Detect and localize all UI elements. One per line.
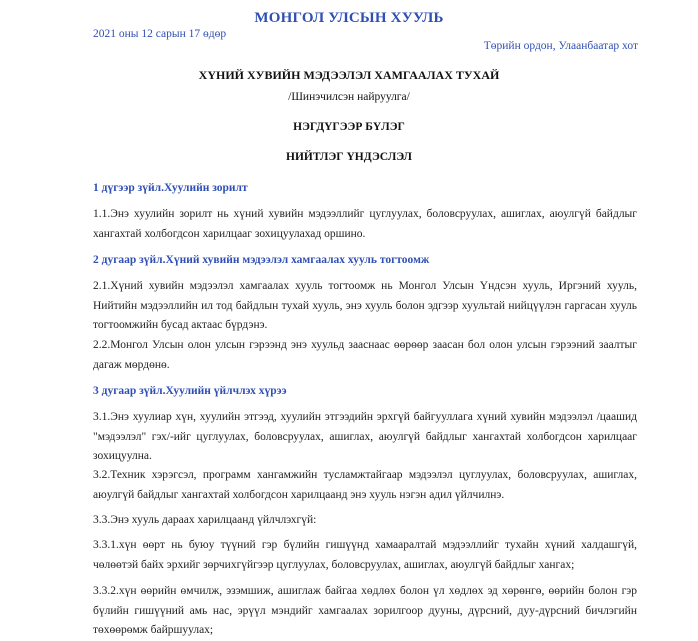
article-heading: 1 дүгээр зүйл.Хуулийн зорилт	[93, 182, 248, 194]
enactment-date: 2021 оны 12 сарын 17 өдөр	[93, 28, 227, 40]
law-title: МОНГОЛ УЛСЫН ХУУЛЬ	[254, 10, 444, 26]
document-subtitle: /Шинэчилсэн найруулга/	[288, 91, 410, 103]
chapter-title: НИЙТЛЭГ ҮНДЭСЛЭЛ	[286, 151, 412, 163]
article-paragraph: 3.2.Техник хэрэгсэл, программ хангамжийн тусламжтайгаар мэдээлэл цуглуулах, боловсруулах, ашиглах, аюулгүй байдлыг хангахтай холбогдсон харилцаанд энэ хууль нэгэн адил үйлчилнэ.	[93, 469, 637, 501]
article-paragraph: 1.1.Энэ хуулийн зорилт нь хүний хувийн мэдээллийг цуглуулах, боловсруулах, ашиглах, аюулгүй байдлыг хангахтай холбогдсон харилцааг зохицуулахад оршино.	[93, 208, 637, 240]
article-paragraph: 3.3.1.хүн өөрт нь буюу түүний гэр бүлийн гишүүнд хамааралтай мэдээллийг тухайн хүний халдашгүй, чөлөөтэй байх эрхийг зөрчихгүйгээр цуглуулах, боловсруулах, ашиглах, аюулгүй байдлыг хангах;	[93, 539, 637, 571]
article-paragraph: 3.3.Энэ хууль дараах харилцаанд үйлчлэхгүй:	[93, 514, 317, 526]
chapter-number: НЭГДҮГЭЭР БҮЛЭГ	[293, 121, 405, 133]
article-paragraph: 3.3.2.хүн өөрийн өмчилж, эзэмшиж, ашиглаж байгаа хөдлөх болон үл хөдлөх эд хөрөнгө, өөрийн болон гэр бүлийн гишүүний амь нас, эрүүл мэндийг хамгаалах зорилгоор дууны, дүрсний, дуу-дүрсний бичлэгийн төхөөрөмж байршуулах;	[93, 585, 637, 636]
article-heading: 3 дугаар зүйл.Хуулийн үйлчлэх хүрээ	[93, 385, 287, 397]
article-paragraph: 2.1.Хүний хувийн мэдээлэл хамгаалах хууль тогтоомж нь Монгол Улсын Үндсэн хууль, Иргэний хууль, Нийтийн мэдээллийн ил тод байдлын тухай хууль, энэ хууль болон эдгээр хуультай нийцүүлэн гаргасан хууль тогтоомжийн бусад актаас бүрдэнэ.	[93, 280, 637, 331]
article-paragraph: 2.2.Монгол Улсын олон улсын гэрээнд энэ хуульд зааснаас өөрөөр заасан бол олон улсын гэрээний заалтыг дагаж мөрдөнө.	[93, 339, 637, 371]
enactment-place: Төрийн ордон, Улаанбаатар хот	[483, 40, 638, 52]
document-title: ХҮНИЙ ХУВИЙН МЭДЭЭЛЭЛ ХАМГААЛАХ ТУХАЙ	[198, 68, 500, 82]
article-heading: 2 дугаар зүйл.Хүний хувийн мэдээлэл хамгаалах хууль тогтоомж	[93, 254, 430, 266]
article-paragraph: 3.1.Энэ хуулиар хүн, хуулийн этгээд, хуулийн этгээдийн эрхгүй байгууллага хүний хувийн мэдээлэл /цаашид "мэдээлэл" гэх/-ийг цуглуулах, боловсруулах, ашиглах, аюулгүй байдлыг хангахтай холбогдсон харилцааг зохицуулна.	[93, 411, 637, 462]
